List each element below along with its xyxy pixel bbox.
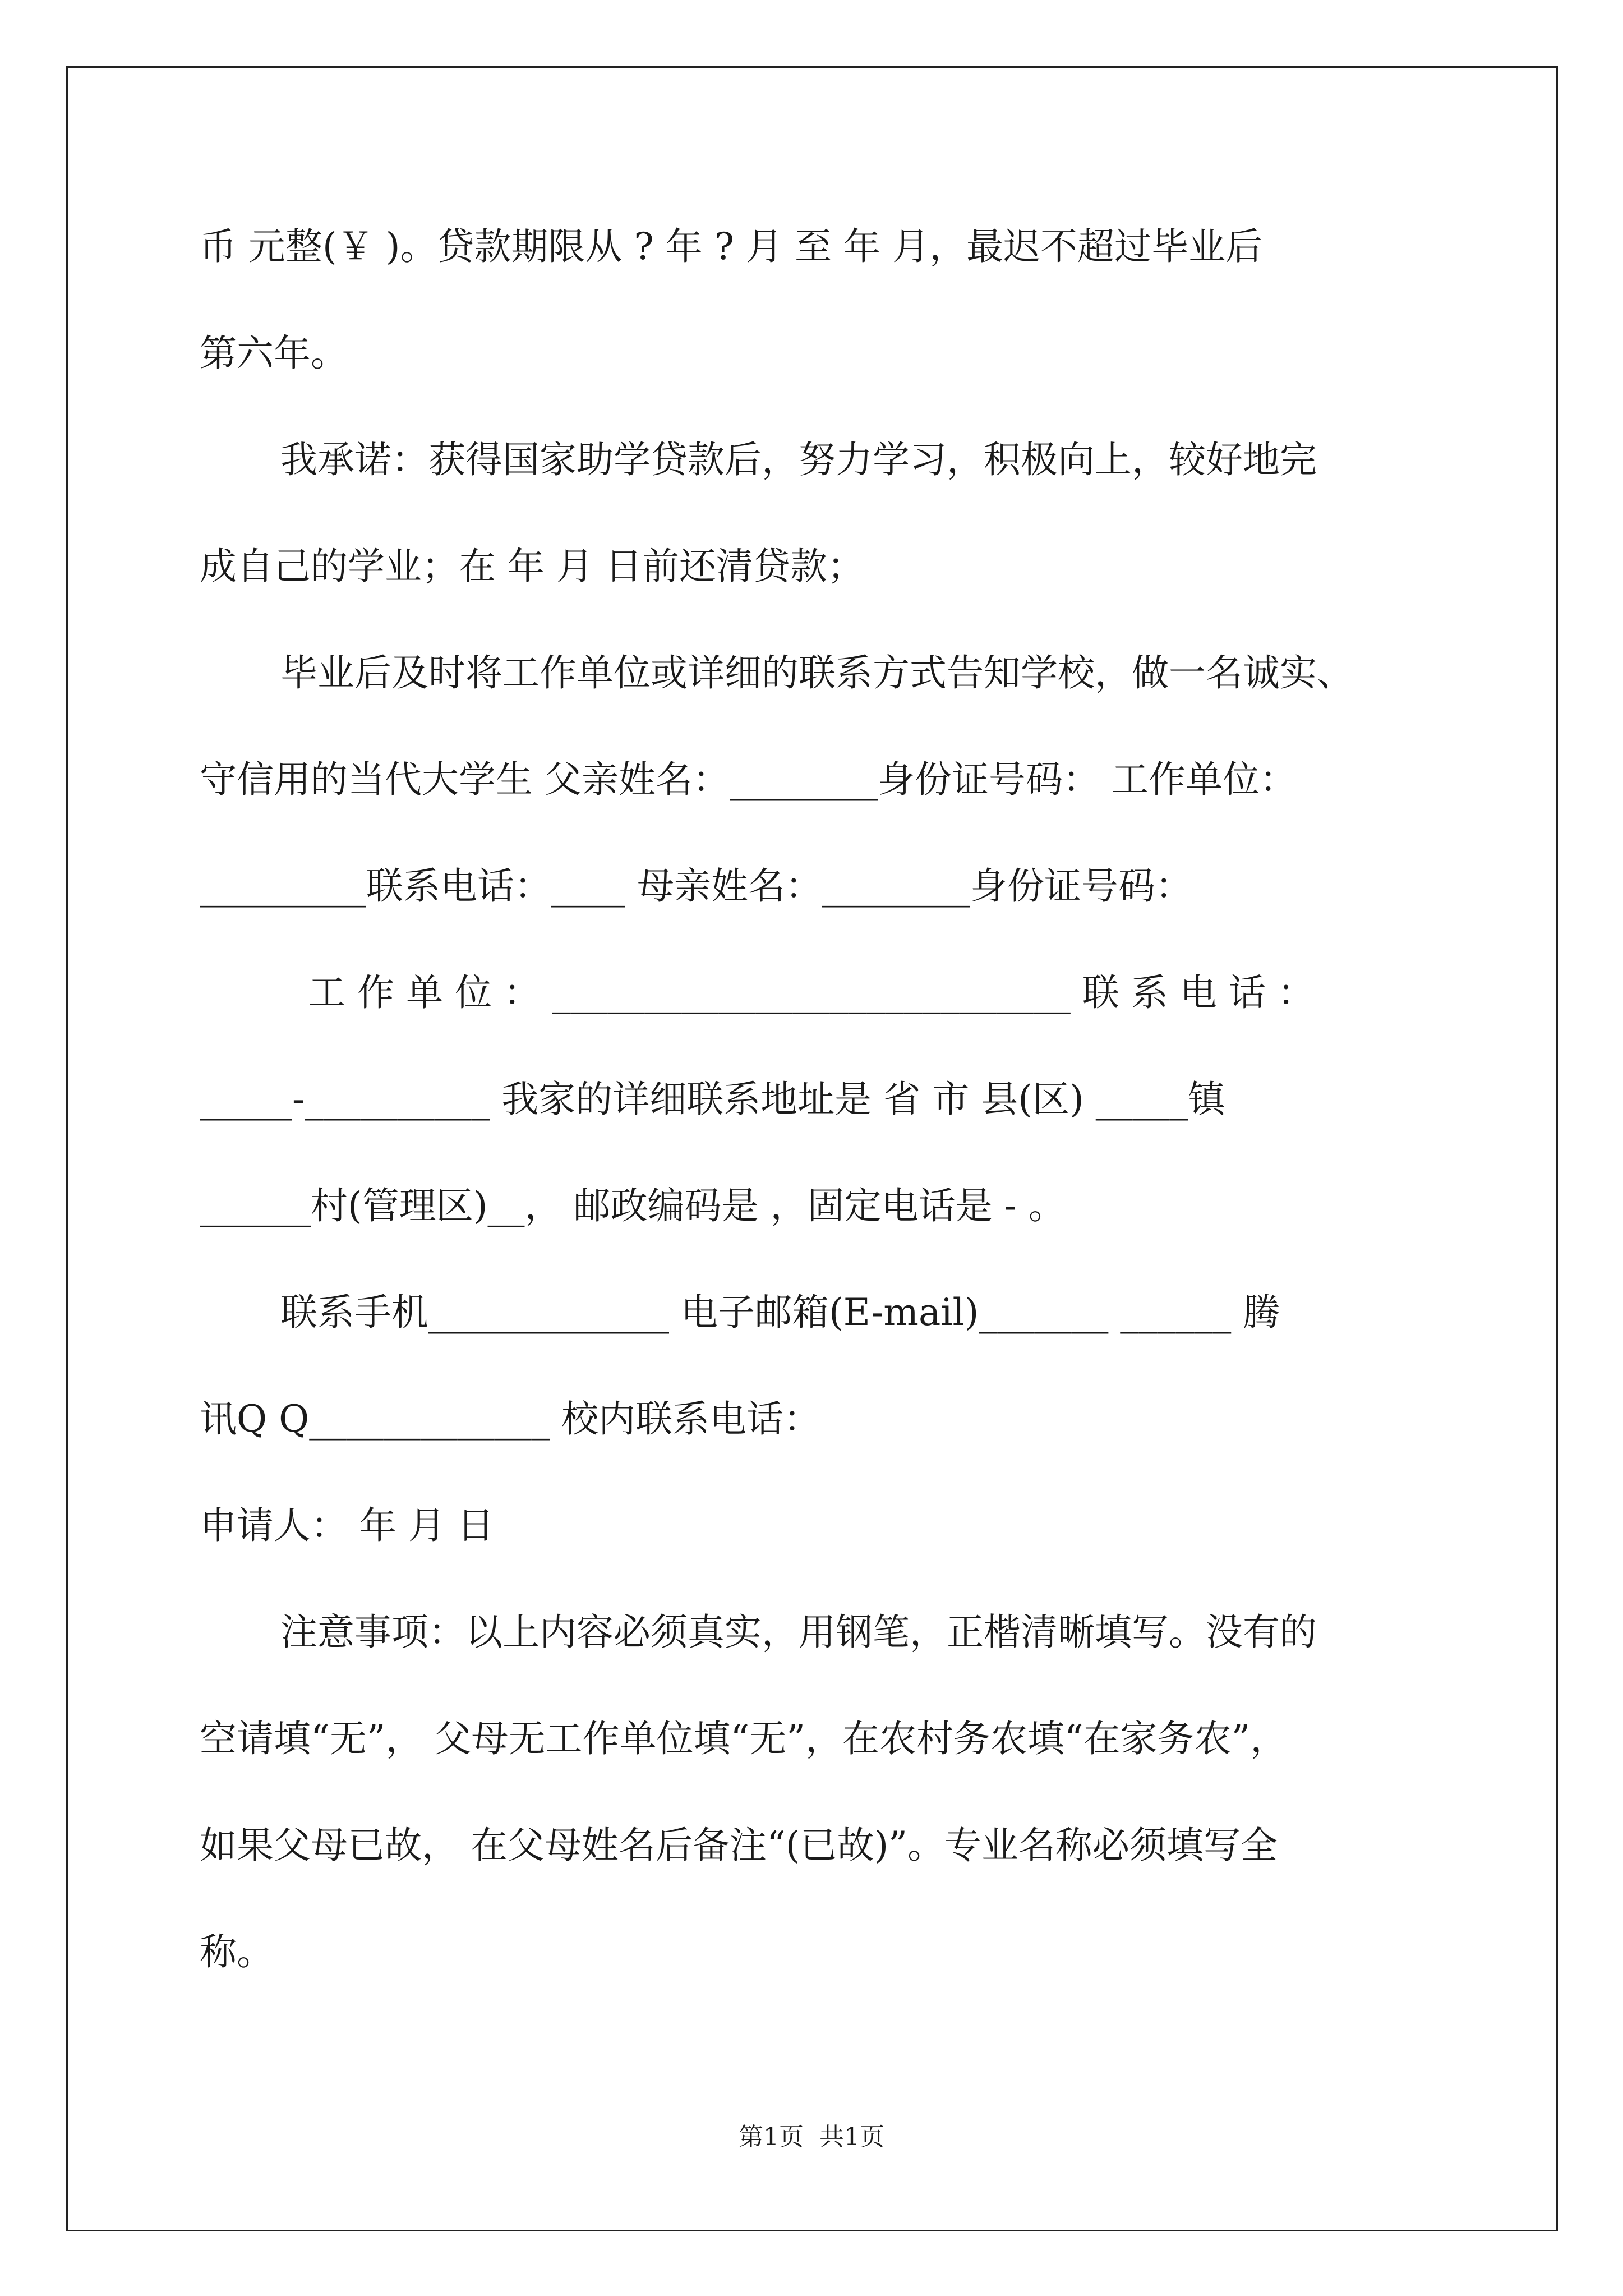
text-line-10: ______村(管理区)__， 邮政编码是 ，固定电话是 - 。 (200, 1184, 1066, 1227)
text-line-7: _________联系电话：____ 母亲姓名：________身份证号码： (200, 864, 1192, 908)
text-line-2: 第六年。 (200, 332, 348, 375)
text-line-13: 申请人： 年 月 日 (200, 1504, 494, 1547)
text-line-14: 注意事项：以上内容必须真实，用钢笔，正楷清晰填写。没有的 (280, 1611, 1317, 1654)
text-line-6: 守信用的当代大学生 父亲姓名：________身份证号码： 工作单位： (200, 758, 1297, 801)
text-line-4: 成自己的学业；在 年 月 日前还清贷款； (200, 545, 864, 588)
text-line-16: 如果父母已故， 在父母姓名后备注“(已故)”。专业名称必须填写全 (200, 1824, 1278, 1867)
text-line-1: 币 元整(￥ )。贷款期限从 ? 年 ? 月 至 年 月，最迟不超过毕业后 (200, 225, 1263, 268)
text-line-9: _____-__________ 我家的详细联系地址是 省 市 县(区) _____镇 (200, 1078, 1225, 1121)
text-line-12: 讯Q Q_____________ 校内联系电话： (200, 1397, 821, 1441)
text-line-5: 毕业后及时将工作单位或详细的联系方式告知学校，做一名诚实、 (280, 651, 1354, 694)
text-line-17: 称。 (200, 1930, 274, 1973)
page-footer: 第1页 共1页 (739, 2123, 884, 2151)
text-line-11: 联系手机_____________ 电子邮箱(E-mail)_______ ______ 腾 (280, 1291, 1280, 1334)
page-border (66, 66, 1558, 2231)
text-line-3: 我承诺：获得国家助学贷款后，努力学习，积极向上，较好地完 (280, 438, 1317, 481)
text-line-15: 空请填“无”， 父母无工作单位填“无”，在农村务农填“在家务农”， (200, 1717, 1288, 1760)
text-line-8: 工 作 单 位 ： ____________________________ 联 系 电 话 ： (308, 971, 1315, 1014)
